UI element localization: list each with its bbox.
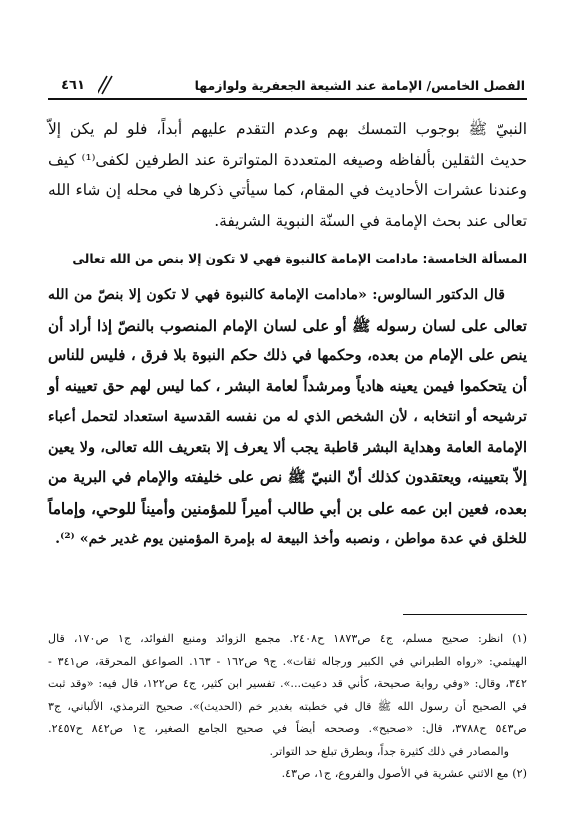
text-line: وعندنا عشرات الأحاديث في المقام، كما سيأتي ذكرها في محله إن شاء الله <box>48 181 527 199</box>
header-separator-icon <box>98 74 116 96</box>
footnote-line: الهيثمي: «رواه الطبراني في الكبير ورجاله ثقات». ج٩ ص١٦٢ - ١٦٣. الصواعق المحرقة، ص٣٤١ - <box>48 654 527 668</box>
footnote-line: (٢) مع الاثني عشرية في الأصول والفروع، ج١، ص٤٣. <box>281 767 527 780</box>
text-line: للخلق في عدة مواطن ، ونصبه وأخذ البيعة له بإمرة المؤمنين يوم غدير خم» ⁽²⁾. <box>55 531 527 547</box>
text-line: الإمامة العامة وهداية البشر قاطبة يجب ألا يعرف إلا بتعريف الله تعالى، ولا يعين <box>48 438 527 456</box>
paragraph-continuation <box>48 114 527 236</box>
text-line: إلاّ بتعيينه، ويعتقدون كذلك أنّ النبيّ ﷺ نص على خليفته والإمام في البرية من <box>48 469 527 486</box>
footnotes <box>48 628 527 786</box>
text-line: ترشيحه أو انتخابه ، لأن الشخص الذي له من نفسه القدسية استعداد لتحمل أعباء <box>48 409 527 425</box>
text-line: أن يتحكموا فيمن يعينه هادياً ومرشداً لعامة البشر ، كما ليس لهم حق تعيينه أو <box>48 377 527 395</box>
chapter-title: الفصل الخامس/ الإمامة عند الشيعة الجعفرية ولوازمها <box>194 77 525 93</box>
footnote-line: في الصحيح أن رسول الله ﷺ قال في خطبته بغدير خم (الحديث)». صحيح الترمذي، الألباني، ج٣ <box>48 699 527 713</box>
footnote-1 <box>48 628 527 763</box>
text-line: ينص على الإمام من بعده، وحكمها في ذلك حكم النبوة بلا فرق ، فليس للناس <box>48 347 527 364</box>
section-heading: المسألة الخامسة: مادامت الإمامة كالنبوة فهي لا تكون إلا بنص من الله تعالى <box>72 252 527 266</box>
text-line: بعده، فعين ابن عمه على بن أبي طالب أميراً للمؤمنين وأميناً للوحي، وإماماً <box>48 499 527 518</box>
text-line: النبيّ ﷺ بوجوب التمسك بهم وعدم التقدم عليهم أبداً، فلو لم يكن إلاّ <box>48 120 527 138</box>
text-line: حديث الثقلين بألفاظه وصيغه المتعددة المتواترة عند الطرفين لكفى⁽¹⁾ كيف <box>48 150 527 169</box>
text-line: تعالى عند بحث الإمامة في السنّة النبوية الشريفة. <box>214 211 527 230</box>
footnote-line: (١) انظر: صحيح مسلم، ج٤ ص١٨٧٣ ح٢٤٠٨. مجمع الزوائد ومنبع الفوائد، ج١ ص١٧٠، قال <box>48 632 527 645</box>
footnote-line: ٣٤٢، وقال: «وفي رواية صحيحة، كأني قد دعيت...». تفسير ابن كثير، ج٤ ص١٢٢، قال فيه: «وقد ثبت <box>48 677 527 690</box>
running-header <box>48 72 527 100</box>
footnote-2 <box>48 763 527 786</box>
quotation-paragraph <box>48 280 527 555</box>
text-line: قال الدكتور السالوس: «مادامت الإمامة كالنبوة فهي لا تكون إلا بنصّ من الله <box>48 287 505 303</box>
text-line: تعالى على لسان رسوله ﷺ أو على لسان الإمام المنصوب بالنصّ إذا أراد أن <box>48 316 527 335</box>
footnote-line: والمصادر في ذلك كثيرة جداً، وبطرق تبلغ حد التواتر. <box>269 744 509 758</box>
page-number: ٤٦١ <box>61 77 85 93</box>
footnote-divider <box>403 614 527 615</box>
footnote-line: ص٥٤٣ ح٣٧٨٨، قال: «صحيح». وصححه أيضاً في صحيح الجامع الصغير، ج١ ص٨٤٢ ح٢٤٥٧. <box>48 722 528 735</box>
book-page <box>48 72 528 780</box>
